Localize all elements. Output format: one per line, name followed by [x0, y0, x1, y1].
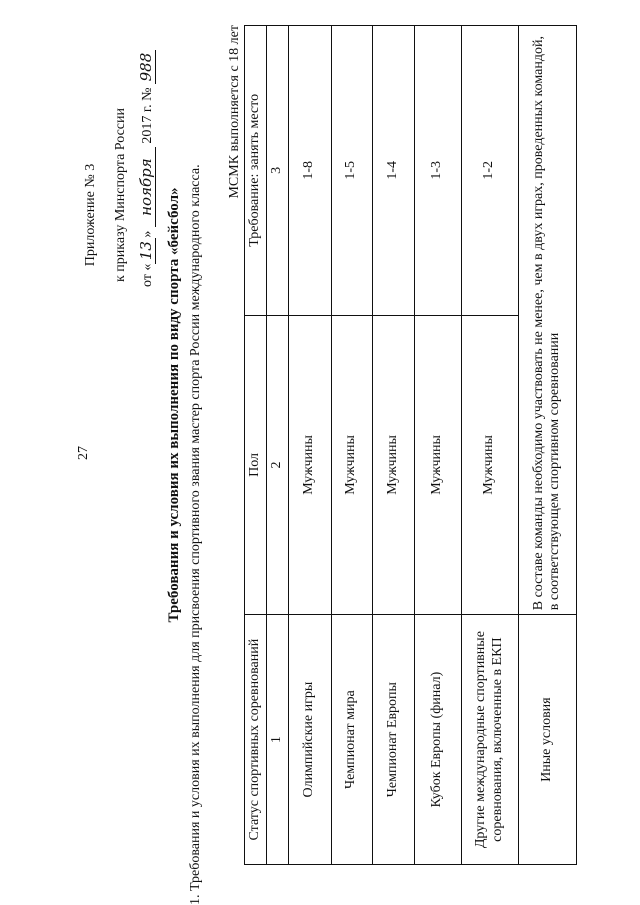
- table-row: [461, 26, 518, 865]
- other-conditions-label: Иные условия: [518, 615, 576, 865]
- order-day: 13: [138, 238, 156, 264]
- appendix-label: Приложение № 3: [83, 163, 98, 267]
- sex-cell: Мужчины: [288, 315, 331, 615]
- order-year: 2017 г. №: [140, 87, 155, 144]
- place-cell: 1-5: [331, 26, 372, 316]
- table-row: [372, 26, 414, 865]
- header-status: Статус спортивных соревнований: [245, 615, 267, 865]
- table-number-row: [267, 26, 289, 865]
- place-cell: 1-2: [461, 26, 518, 316]
- date-prefix: от «: [140, 263, 155, 287]
- place-cell: 1-8: [288, 26, 331, 316]
- status-cell: Кубок Европы (финал): [414, 615, 461, 865]
- order-number: 988: [138, 50, 156, 84]
- order-month: ноября: [138, 147, 156, 227]
- sex-cell: Мужчины: [331, 315, 372, 615]
- table-header-row: [245, 26, 267, 865]
- header-sex: Пол: [245, 315, 267, 615]
- page-number: 27: [76, 446, 91, 460]
- sex-cell: Мужчины: [372, 315, 414, 615]
- sex-cell: Мужчины: [461, 315, 518, 615]
- requirements-table: [244, 25, 577, 865]
- page-title: Требования и условия их выполнения по виду спорта «бейсбол»: [166, 187, 182, 623]
- place-cell: 1-4: [372, 26, 414, 316]
- header-place: Требование: занять место: [245, 26, 267, 316]
- status-cell: Другие международные спортивные соревнования, включенные в ЕКП: [461, 615, 518, 865]
- age-note: МСМК выполняется с 18 лет: [227, 25, 242, 199]
- sex-cell: Мужчины: [414, 315, 461, 615]
- column-number: 3: [267, 26, 289, 316]
- status-cell: Чемпионат мира: [331, 615, 372, 865]
- table-row: [414, 26, 461, 865]
- table-row: [288, 26, 331, 865]
- status-cell: Чемпионат Европы: [372, 615, 414, 865]
- date-quote: »: [140, 230, 155, 238]
- order-date-line: [138, 50, 156, 287]
- other-conditions-text: В составе команды необходимо участвовать не менее, чем в двух играх, проведенных командой, в соответствующем спортивном соревновании: [518, 26, 576, 615]
- place-cell: 1-3: [414, 26, 461, 316]
- order-reference: к приказу Минспорта России: [113, 108, 128, 282]
- status-cell: Олимпийские игры: [288, 615, 331, 865]
- intro-paragraph: 1. Требования и условия их выполнения для присвоения спортивного звания мастер спорта России международного класса.: [188, 164, 203, 905]
- column-number: 1: [267, 615, 289, 865]
- column-number: 2: [267, 315, 289, 615]
- table-row: [331, 26, 372, 865]
- table-row: [518, 26, 576, 865]
